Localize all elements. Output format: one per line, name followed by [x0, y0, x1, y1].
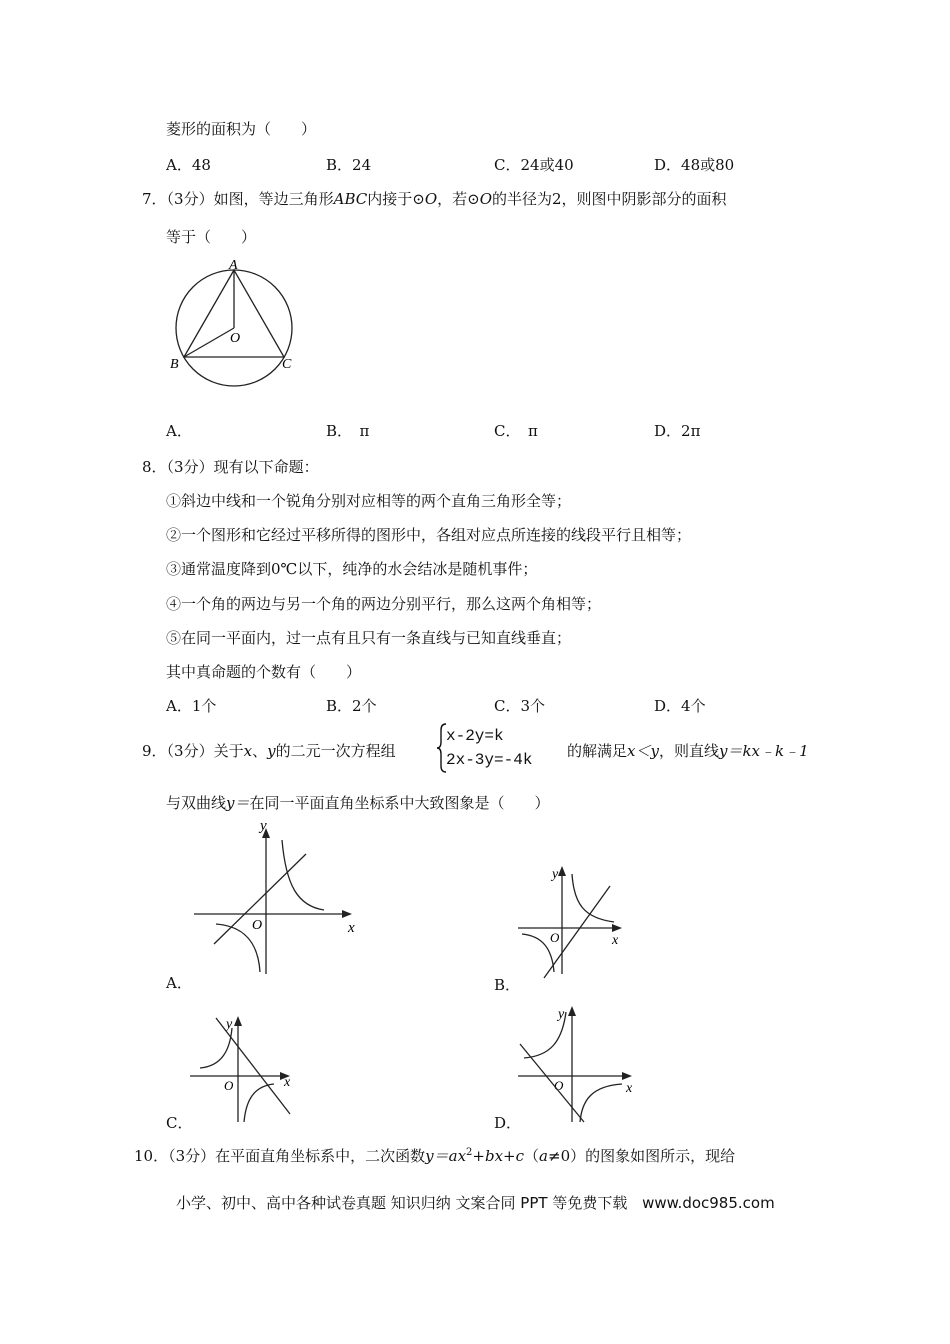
x-label: x: [284, 1075, 291, 1090]
q9-graph-c: [186, 1010, 312, 1134]
x-arrow-icon: [612, 924, 622, 932]
q9-line1-right: [567, 740, 809, 761]
line-graph: [520, 1044, 584, 1122]
q10-text: 在平面直角坐标系中，二次函数: [215, 1147, 426, 1165]
footer-text: 小学、初中、高中各种试卷真题 知识归纳 文案合同 PPT 等免费下载: [176, 1194, 628, 1212]
q9-text: 的二元一次方程组: [275, 742, 396, 760]
q6-stem: 菱形的面积为（ ）: [166, 120, 317, 138]
q7-o: O: [479, 190, 493, 208]
q8-option-c: C．3个: [494, 697, 546, 715]
x-label: x: [612, 933, 619, 948]
q8-option-b: B．2个: [326, 697, 377, 715]
y-label: y: [226, 1017, 233, 1032]
q10-score: （3分）: [168, 1147, 216, 1165]
footer-url[interactable]: www.doc985.com: [642, 1194, 775, 1212]
y-label: y: [552, 867, 559, 882]
q9-text: 关于: [213, 742, 244, 760]
q7-radius-ob: [184, 328, 234, 357]
q9-text: 与双曲线: [166, 794, 227, 812]
q9-option-b: B．: [494, 976, 521, 994]
q7-option-a: A．: [166, 422, 192, 440]
q9-text: 在同一平面直角坐标系中大致图象是（ ）: [249, 794, 550, 812]
q8-option-a: A．1个: [166, 697, 217, 715]
q8-statement-5: ⑤在同一平面内，过一点有且只有一条直线与已知直线垂直；: [166, 629, 572, 647]
q7-o: O: [424, 190, 438, 208]
q8-stem: 现有以下命题：: [213, 458, 319, 476]
q10-expr: y＝ax: [425, 1147, 467, 1165]
q7-score: （3分）: [166, 190, 214, 208]
q8-statement-4: ④一个角的两边与另一个角的两边分别平行，那么这两个角相等；: [166, 595, 602, 613]
q7-label-b: B: [170, 357, 179, 372]
q9-text: 的解满足: [567, 742, 628, 760]
q10-text: ≠0）的图象如图所示，现给: [548, 1147, 736, 1165]
q6-option-a: A．48: [166, 156, 211, 174]
q9-option-d: D．: [494, 1114, 522, 1132]
q7-line2: 等于（ ）: [166, 228, 257, 246]
q10-number: 10．: [134, 1147, 169, 1165]
q8-score: （3分）: [166, 458, 214, 476]
origin-label: O: [550, 930, 560, 945]
q7-label-o: O: [230, 331, 241, 346]
q8-line1: [142, 456, 319, 477]
q7-label-c: C: [282, 357, 292, 372]
q8-question: 其中真命题的个数有（ ）: [166, 663, 362, 681]
q6-option-b: B．24: [326, 156, 372, 174]
q10-expr: +bx+c: [472, 1147, 525, 1165]
hyperbola-branch: [572, 874, 614, 922]
q7-text: 内接于⊙: [367, 190, 425, 208]
q9-text: ，则直线: [658, 742, 719, 760]
q7-line1: [142, 188, 727, 209]
origin-label: O: [224, 1078, 234, 1093]
q9-system: [446, 724, 532, 772]
q9-hyperbola-expr: y＝: [226, 794, 250, 812]
q7-abc: ABC: [333, 190, 368, 208]
q9-line1-left: [142, 740, 396, 761]
q7-option-c: C． π: [494, 422, 538, 440]
q6-option-d: D．48或80: [654, 156, 735, 174]
hyperbola-branch: [244, 1084, 274, 1122]
page-footer: [176, 1192, 775, 1213]
q10-exponent: 2: [466, 1147, 473, 1158]
y-label: y: [558, 1007, 565, 1022]
q9-eq1: x-2y=k: [446, 727, 504, 745]
origin-label: O: [554, 1078, 564, 1093]
q7-text: 的半径为2，则图中阴影部分的面积: [492, 190, 727, 208]
y-arrow-icon: [558, 866, 566, 876]
q10-text: （: [524, 1147, 540, 1165]
q8-number: 8．: [142, 458, 167, 476]
origin-label: O: [252, 918, 263, 933]
q9-line2: [166, 792, 550, 813]
y-label: y: [260, 818, 267, 834]
y-arrow-icon: [568, 1006, 576, 1016]
q9-score: （3分）: [166, 742, 214, 760]
q9-graph-b: [514, 860, 644, 984]
y-arrow-icon: [234, 1016, 242, 1026]
q7-number: 7．: [142, 190, 167, 208]
hyperbola-branch: [282, 840, 324, 910]
q9-text: 、: [252, 742, 268, 760]
q9-option-c: C．: [166, 1114, 193, 1132]
q9-graph-d: [514, 1000, 646, 1124]
q7-label-a: A: [229, 258, 238, 273]
q7-text: 如图，等边三角形: [213, 190, 334, 208]
x-label: x: [626, 1081, 633, 1096]
q9-option-a: A．: [166, 974, 192, 992]
q8-statement-3: ③通常温度降到0℃以下，纯净的水会结冰是随机事件；: [166, 560, 538, 578]
q10-line1: [134, 1145, 735, 1166]
line-graph: [216, 1018, 290, 1114]
q9-number: 9．: [142, 742, 167, 760]
q8-statement-1: ①斜边中线和一个锐角分别对应相等的两个直角三角形全等；: [166, 492, 572, 510]
q9-var-x: x: [243, 742, 253, 760]
q9-var-y: y: [267, 742, 276, 760]
q7-option-d: D．2π: [654, 422, 701, 440]
q9-eq2: 2x-3y=-4k: [446, 751, 533, 769]
x-arrow-icon: [342, 910, 352, 918]
q6-option-c: C．24或40: [494, 156, 574, 174]
q7-text: ，若⊙: [437, 190, 480, 208]
hyperbola-branch: [580, 1084, 622, 1122]
q8-statement-2: ②一个图形和它经过平移所得的图形中，各组对应点所连接的线段平行且相等；: [166, 526, 692, 544]
q8-option-d: D．4个: [654, 697, 706, 715]
q7-figure: [166, 256, 306, 396]
x-label: x: [348, 920, 355, 936]
q9-line-expr: y＝kx﹣k﹣1: [718, 742, 809, 760]
q7-option-b: B． π: [326, 422, 370, 440]
q10-var-a: a: [539, 1147, 548, 1165]
x-arrow-icon: [622, 1072, 632, 1080]
q9-cond: x＜y: [627, 742, 659, 760]
q9-graph-a: [190, 816, 370, 982]
hyperbola-branch: [200, 1028, 232, 1068]
